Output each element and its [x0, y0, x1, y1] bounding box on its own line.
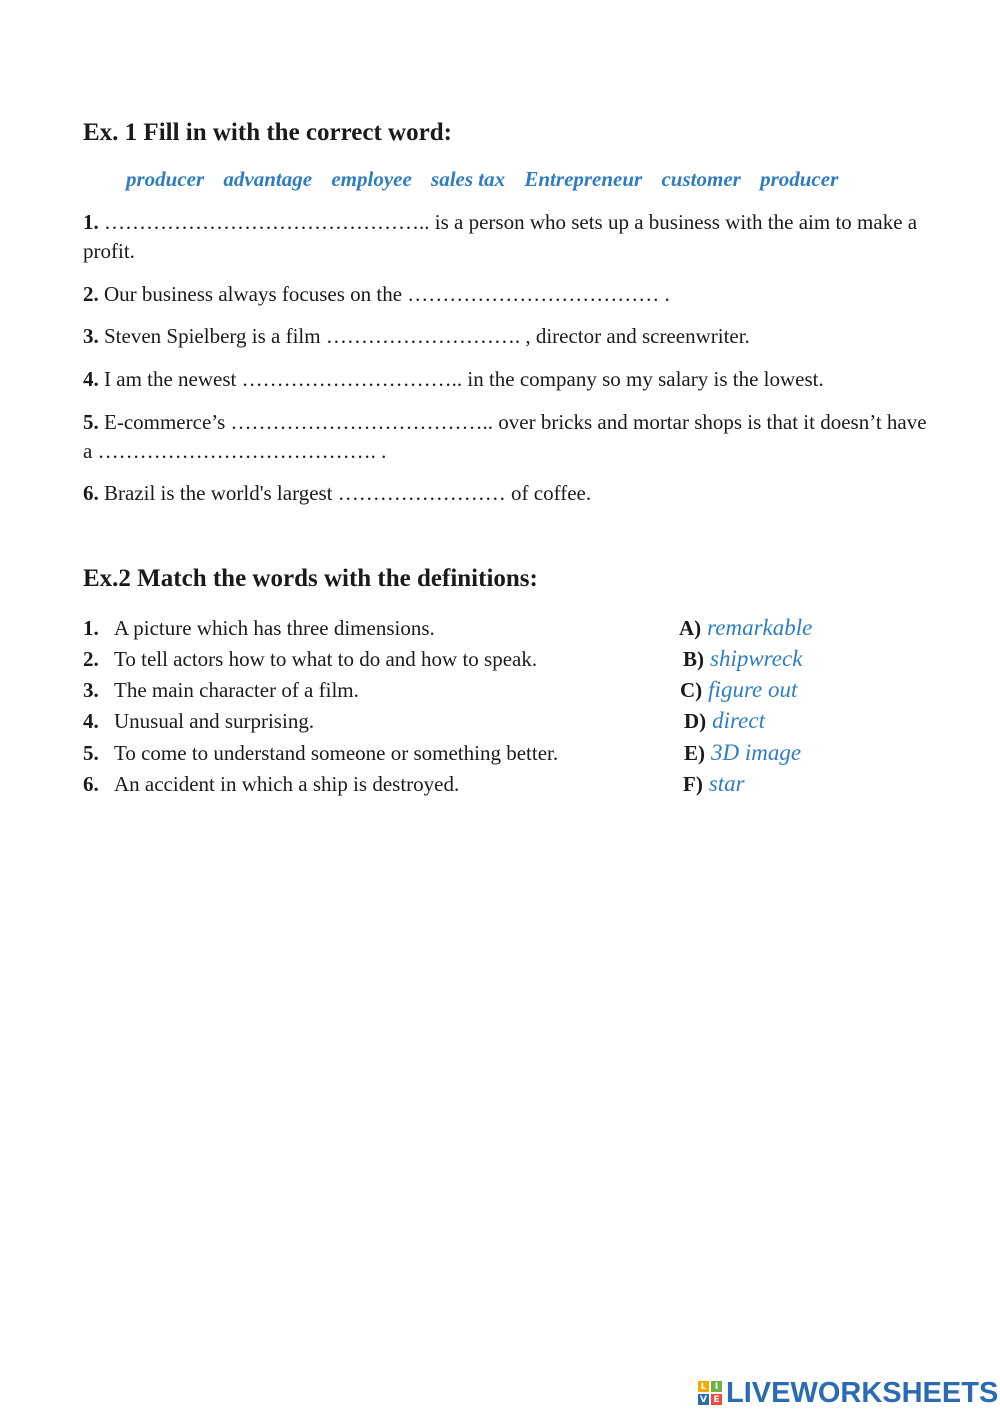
match-option — [683, 769, 745, 799]
sentence-text: ……………………………………….. is a person who sets up a business with the aim to make a profit. — [83, 210, 918, 263]
word-bank-item: employee — [331, 167, 412, 191]
logo-mark-tile: L — [698, 1381, 709, 1392]
definition-number: 2. — [83, 647, 99, 671]
option-word: 3D image — [711, 740, 802, 765]
option-word: star — [708, 771, 745, 796]
match-option — [684, 706, 765, 736]
sentence-text: Steven Spielberg is a film ………………………. , director and screenwriter. — [98, 324, 750, 348]
exercise-1-title: Ex. 1 Fill in with the correct word: — [83, 119, 452, 146]
match-row — [83, 613, 863, 643]
word-bank-item: sales tax — [431, 167, 506, 191]
sentence-text: Brazil is the world's largest …………………… of coffee. — [98, 481, 592, 505]
match-row — [83, 706, 863, 736]
definition-text: To come to understand someone or something better. — [114, 741, 559, 765]
match-option — [684, 738, 801, 768]
option-word: direct — [712, 708, 765, 733]
word-bank-item: advantage — [223, 167, 313, 191]
definition-text: An accident in which a ship is destroyed. — [114, 772, 460, 796]
definition-text: Unusual and surprising. — [114, 709, 315, 733]
sentence-3 — [83, 322, 928, 351]
definition-number: 6. — [83, 772, 99, 796]
definition-number: 4. — [83, 709, 99, 733]
sentence-text: I am the newest ………………………….. in the company so my salary is the lowest. — [98, 367, 824, 391]
logo-mark-tile: V — [698, 1394, 709, 1405]
option-letter: A) — [679, 616, 702, 640]
sentence-text: Our business always focuses on the ……………………………… . — [98, 282, 670, 306]
sentence-5 — [83, 408, 928, 466]
match-row — [83, 769, 863, 799]
option-word: shipwreck — [710, 646, 803, 671]
match-option — [679, 613, 812, 643]
sentence-text: E-commerce’s ……………………………….. over bricks and mortar shops is that it doesn’t have a …………………………………. . — [83, 410, 927, 463]
logo-mark-tile: E — [711, 1394, 722, 1405]
logo-text: LIVEWORKSHEETS — [726, 1376, 999, 1409]
word-bank-item: producer — [126, 167, 205, 191]
option-letter: F) — [683, 772, 703, 796]
definition-number: 5. — [83, 741, 99, 765]
sentence-1 — [83, 208, 928, 266]
option-word: remarkable — [707, 615, 813, 640]
sentence-number: 1. — [83, 210, 99, 234]
option-letter: D) — [684, 709, 707, 733]
sentence-2 — [83, 280, 928, 309]
exercise-2-title: Ex.2 Match the words with the definitions: — [83, 565, 538, 592]
option-letter: C) — [680, 678, 703, 702]
match-option — [683, 644, 802, 674]
definition-number: 1. — [83, 616, 99, 640]
sentence-number: 5. — [83, 410, 99, 434]
sentence-number: 4. — [83, 367, 99, 391]
option-letter: E) — [684, 741, 705, 765]
option-letter: B) — [683, 647, 704, 671]
liveworksheets-logo — [698, 1378, 998, 1408]
word-bank — [126, 167, 852, 192]
match-row — [83, 644, 863, 674]
sentence-number: 6. — [83, 481, 99, 505]
definition-text: To tell actors how to what to do and how to speak. — [114, 647, 538, 671]
sentence-4 — [83, 365, 928, 394]
sentence-number: 3. — [83, 324, 99, 348]
match-option — [680, 675, 797, 705]
logo-mark-tile: I — [711, 1381, 722, 1392]
match-row — [83, 738, 863, 768]
sentence-number: 2. — [83, 282, 99, 306]
word-bank-item: Entrepreneur — [524, 167, 643, 191]
word-bank-item: producer — [760, 167, 839, 191]
word-bank-item: customer — [661, 167, 741, 191]
definition-text: The main character of a film. — [114, 678, 359, 702]
definition-number: 3. — [83, 678, 99, 702]
match-row — [83, 675, 863, 705]
logo-mark-icon — [698, 1381, 722, 1405]
sentence-6 — [83, 479, 928, 508]
option-word: figure out — [708, 677, 798, 702]
definition-text: A picture which has three dimensions. — [114, 616, 435, 640]
